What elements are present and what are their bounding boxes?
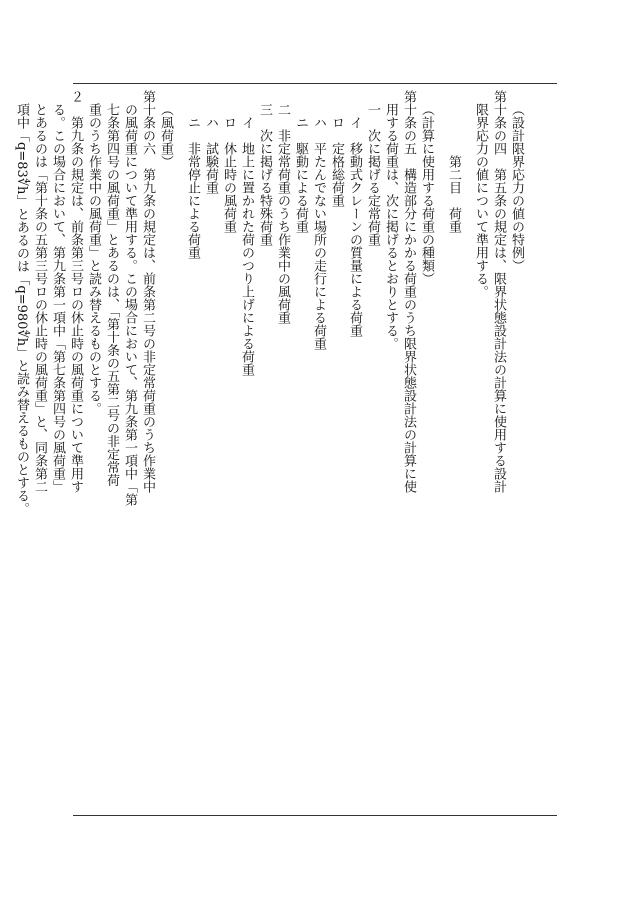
list-item: 三 次に掲げる特殊荷重 <box>257 103 272 246</box>
vertical-text-body <box>12 90 525 516</box>
top-rule <box>73 83 557 84</box>
article-text-line: 用する荷重は、次に掲げるとおりとする。 <box>383 103 398 350</box>
article-text-line: 第十条の四 第五条の規定は、限界状態設計法の計算に使用する設計 <box>491 90 506 493</box>
article-caption: （設計限界応力の値の特例） <box>509 103 524 272</box>
paragraph-text-line: とあるのは「第十条の五第三号ロの休止時の風荷重」と、同条第二 <box>32 103 47 493</box>
spacer <box>462 90 471 462</box>
article-text-line: の風荷重について準用する。この場合において、第九条第一項中「第 <box>122 103 137 506</box>
spacer <box>435 90 444 462</box>
list-item: 一 次に掲げる定常荷重 <box>365 103 380 246</box>
article-text-line: 七条第四号の風荷重」とあるのは、「第十条の五第二号の非定常荷 <box>104 103 119 487</box>
list-subitem: ハ 平たんでない場所の走行による荷重 <box>311 116 326 350</box>
paragraph-text-line: ２ 第九条の規定は、前条第三号ロの休止時の風荷重について準用す <box>68 90 83 493</box>
article-text-line: 重のうち作業中の風荷重」と読み替えるものとする。 <box>86 103 101 415</box>
paragraph-text-line: 項中「q=83∜h」とあるのは「q=980∜h」と読み替えるものとする。 <box>14 103 29 516</box>
list-subitem: ロ 定格総荷重 <box>329 116 344 207</box>
article-text-line: 第十条の六 第九条の規定は、前条第二号の非定常荷重のうち作業中 <box>140 90 155 493</box>
list-item: 二 非定常荷重のうち作業中の風荷重 <box>275 103 290 324</box>
article-text-line: 限界応力の値について準用する。 <box>473 103 488 298</box>
list-subitem: イ 地上に置かれた荷のつり上げによる荷重 <box>239 116 254 376</box>
bottom-rule <box>73 815 557 816</box>
list-subitem: ハ 試験荷重 <box>203 116 218 194</box>
article-caption: （風荷重） <box>158 103 173 168</box>
list-subitem: ニ 駆動による荷重 <box>293 116 308 233</box>
section-title: 第二目 荷重 <box>446 155 461 233</box>
list-subitem: ロ 休止時の風荷重 <box>221 116 236 233</box>
spacer <box>174 90 183 462</box>
list-subitem: イ 移動式クレーンの質量による荷重 <box>347 116 362 337</box>
paragraph-text-line: る。この場合において、第九条第一項中「第七条第四号の風荷重」 <box>50 103 65 493</box>
article-caption: （計算に使用する荷重の種類） <box>419 103 434 285</box>
list-subitem: ニ 非常停止による荷重 <box>185 116 200 259</box>
article-text-line: 第十条の五 構造部分にかかる荷重のうち限界状態設計法の計算に使 <box>401 90 416 493</box>
